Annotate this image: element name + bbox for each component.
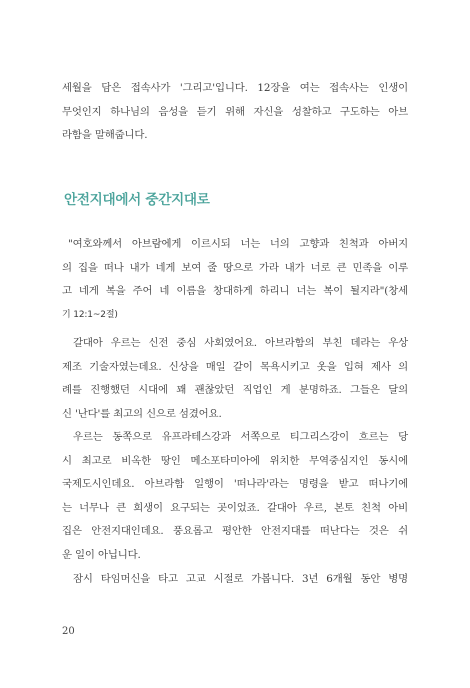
text-line: 무엇인지 하나님의 음성을 듣기 위해 자신을 성찰하고 구도하는 아브	[62, 105, 408, 118]
page-number: 20	[62, 626, 75, 637]
paragraph-ur	[62, 332, 408, 426]
text-line: 운 일이 아닙니다.	[62, 548, 141, 561]
text-line: 갈대아 우르는 신전 중심 사회였어요. 아브라함의 부친 데라는 우상	[73, 337, 408, 349]
paragraph-time-machine	[62, 568, 408, 592]
text-line: 라함을 말해줍니다.	[62, 129, 148, 141]
text-line: 시 최고로 비옥한 땅인 메소포타미아에 위치한 무역중심지인 동시에	[62, 454, 408, 467]
section-heading: 안전지대에서 중간지대로	[64, 192, 210, 208]
text-line: 례를 진행했던 시대에 꽤 괜찮았던 직업인 게 분명하죠. 그들은 달의	[62, 384, 408, 396]
text-line: "여호와께서 아브람에게 이르시되 너는 너의 고향과 친척과 아버지	[68, 238, 408, 250]
scripture-quote	[62, 233, 408, 327]
text-line: 집은 안전지대인데요. 풍요롭고 평안한 안전지대를 떠난다는 것은 쉬	[62, 525, 408, 537]
text-line: 잠시 타임머신을 타고 고교 시절로 가봅니다. 3년 6개월 동안 병명	[73, 573, 408, 585]
text-line: 우르는 동쪽으로 유프라테스강과 서쪽으로 티그리스강이 흐르는 당	[73, 431, 408, 443]
paragraph-safe-zone	[62, 426, 408, 567]
text-line: 국제도시인데요. 아브라함 일행이 '떠나라'라는 명령을 받고 떠나기에	[62, 478, 408, 490]
text-line: 고 네게 복을 주어 네 이름을 창대하게 하리니 너는 복이 될지라"(창세	[62, 285, 408, 297]
text-line: 는 너무나 큰 희생이 요구되는 곳이었죠. 갈대아 우르, 본토 친척 아비	[62, 501, 408, 514]
text-line: 의 집을 떠나 내가 네게 보여 줄 땅으로 가라 내가 너로 큰 민족을 이루	[62, 261, 408, 274]
text-line: 세월을 담은 접속사가 '그리고'입니다. 12장을 여는 접속사는 인생이	[62, 82, 408, 94]
text-line: 기 12:1~2절)	[62, 309, 118, 320]
text-line: 제조 기술자였는데요. 신상을 매일 갈이 목욕시키고 옷을 입혀 제사 의	[62, 360, 408, 373]
text-line: 신 '난다'를 최고의 신으로 섬겼어요.	[62, 407, 222, 420]
paragraph-intro	[62, 77, 408, 148]
